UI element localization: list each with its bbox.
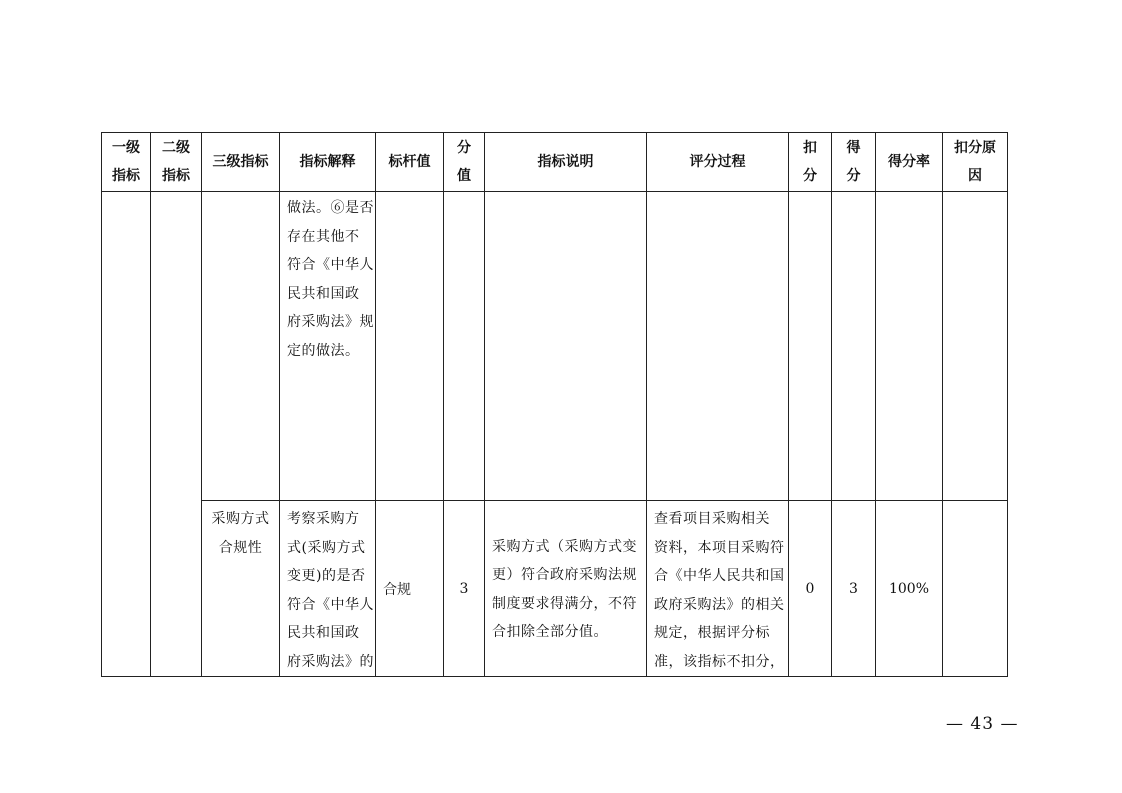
- header-benchmark: 标杆值: [376, 133, 444, 192]
- process-cell: 查看项目采购相关 资料，本项目采购符 合《中华人民共和国 政府采购法》的相关 规定，根据评分标 准，该指标不扣分，: [647, 501, 789, 677]
- reason-cell: [943, 501, 1008, 677]
- explanation-cell: 考察采购方 式(采购方式 变更)的是否 符合《中华人 民共和国政 府采购法》的: [280, 501, 376, 677]
- header-rate: 得分率: [876, 133, 943, 192]
- description-cell: 采购方式（采购方式变 更）符合政府采购法规 制度要求得满分，不符 合扣除全部分值。: [485, 501, 647, 677]
- header-explanation: 指标解释: [280, 133, 376, 192]
- obtained-cell: 3: [832, 501, 876, 677]
- benchmark-cell: 合规: [376, 501, 444, 677]
- score-cell: 3: [444, 501, 485, 677]
- rate-cell: 100%: [876, 501, 943, 677]
- process-cell: [647, 192, 789, 501]
- reason-cell: [943, 192, 1008, 501]
- deduction-cell: [789, 192, 832, 501]
- description-cell: [485, 192, 647, 501]
- header-obtained: 得 分: [832, 133, 876, 192]
- table-row: [102, 501, 1008, 677]
- header-score: 分 值: [444, 133, 485, 192]
- header-process: 评分过程: [647, 133, 789, 192]
- header-row: [102, 133, 1008, 192]
- header-level3: 三级指标: [202, 133, 280, 192]
- rate-cell: [876, 192, 943, 501]
- explanation-cell: 做法。⑥是否 存在其他不 符合《中华人 民共和国政 府采购法》规 定的做法。: [280, 192, 376, 501]
- header-description: 指标说明: [485, 133, 647, 192]
- level1-cell: [102, 192, 151, 677]
- page-number: — 43 —: [946, 714, 1019, 734]
- level2-cell: [151, 192, 202, 677]
- header-reason: 扣分原 因: [943, 133, 1008, 192]
- level3-cell: [202, 192, 280, 501]
- header-level2: 二级 指标: [151, 133, 202, 192]
- score-cell: [444, 192, 485, 501]
- evaluation-table: [101, 132, 1008, 677]
- table-row: [102, 192, 1008, 501]
- deduction-cell: 0: [789, 501, 832, 677]
- header-deduction: 扣 分: [789, 133, 832, 192]
- header-level1: 一级 指标: [102, 133, 151, 192]
- benchmark-cell: [376, 192, 444, 501]
- obtained-cell: [832, 192, 876, 501]
- level3-cell: 采购方式 合规性: [202, 501, 280, 677]
